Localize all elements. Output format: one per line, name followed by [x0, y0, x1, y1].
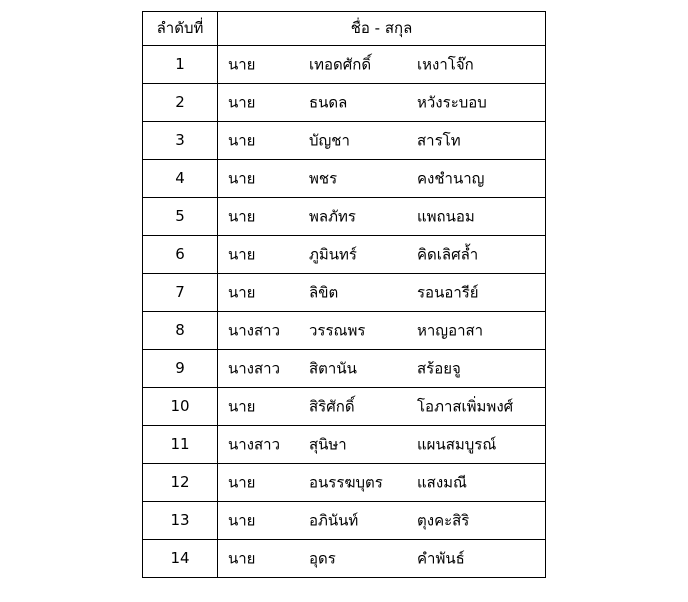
last-name: หวังระบอบ: [417, 93, 487, 111]
last-name: คิดเลิศล้ำ: [417, 245, 479, 263]
row-name-cell: [218, 84, 546, 122]
name-prefix: นาย: [228, 169, 256, 187]
first-name: อนรรฆบุตร: [309, 473, 383, 491]
table-row: [143, 198, 546, 236]
row-name-cell: [218, 388, 546, 426]
row-name-cell: [218, 350, 546, 388]
row-number: 13: [143, 502, 218, 540]
row-name-cell: [218, 160, 546, 198]
last-name: แพถนอม: [417, 207, 475, 225]
first-name: ภูมินทร์: [309, 245, 357, 263]
name-prefix: นาย: [228, 207, 256, 225]
table-row: [143, 236, 546, 274]
name-prefix: นาย: [228, 397, 256, 415]
name-prefix: นาย: [228, 131, 256, 149]
first-name: อุดร: [309, 549, 336, 567]
last-name: โอภาสเพิ่มพงศ์: [417, 397, 514, 415]
first-name: สิริศักดิ์: [309, 397, 355, 415]
first-name: วรรณพร: [309, 321, 366, 339]
table-row: [143, 46, 546, 84]
row-name-cell: [218, 122, 546, 160]
row-number: 10: [143, 388, 218, 426]
name-prefix: นาย: [228, 473, 256, 491]
first-name: อภินันท์: [309, 511, 359, 529]
name-prefix: นาย: [228, 549, 256, 567]
table-row: [143, 274, 546, 312]
table-row: [143, 388, 546, 426]
table-header-row: [143, 12, 546, 46]
last-name: เหงาโจ๊ก: [417, 55, 474, 73]
first-name: เทอดศักดิ์: [309, 55, 372, 73]
last-name: คงชำนาญ: [417, 169, 485, 187]
row-number: 1: [143, 46, 218, 84]
row-number: 7: [143, 274, 218, 312]
table-row: [143, 540, 546, 578]
header-full-name: ชื่อ - สกุล: [218, 12, 546, 46]
table-row: [143, 350, 546, 388]
last-name: แผนสมบูรณ์: [417, 435, 497, 453]
row-name-cell: [218, 540, 546, 578]
header-number: ลำดับที่: [143, 12, 218, 46]
name-prefix: นาย: [228, 511, 256, 529]
row-number: 11: [143, 426, 218, 464]
name-list-table: [142, 11, 546, 578]
row-name-cell: [218, 198, 546, 236]
table-row: [143, 312, 546, 350]
row-number: 6: [143, 236, 218, 274]
row-number: 4: [143, 160, 218, 198]
row-number: 3: [143, 122, 218, 160]
name-prefix: นางสาว: [228, 359, 281, 377]
table-row: [143, 502, 546, 540]
row-number: 14: [143, 540, 218, 578]
first-name: บัญชา: [309, 131, 350, 149]
row-name-cell: [218, 426, 546, 464]
table-row: [143, 122, 546, 160]
last-name: แสงมณี: [417, 473, 467, 491]
first-name: พลภัทร: [309, 207, 356, 225]
row-name-cell: [218, 312, 546, 350]
last-name: สร้อยจู: [417, 359, 461, 377]
row-number: 5: [143, 198, 218, 236]
table-row: [143, 160, 546, 198]
row-number: 2: [143, 84, 218, 122]
row-number: 12: [143, 464, 218, 502]
table-row: [143, 464, 546, 502]
row-name-cell: [218, 236, 546, 274]
name-prefix: นางสาว: [228, 435, 281, 453]
table-row: [143, 84, 546, 122]
first-name: ธนดล: [309, 93, 348, 111]
first-name: พชร: [309, 169, 338, 187]
last-name: คำพันธ์: [417, 549, 465, 567]
row-name-cell: [218, 502, 546, 540]
name-prefix: นาย: [228, 55, 256, 73]
first-name: สุนิษา: [309, 435, 347, 453]
table-row: [143, 426, 546, 464]
row-name-cell: [218, 274, 546, 312]
row-name-cell: [218, 46, 546, 84]
first-name: สิตานัน: [309, 359, 357, 377]
name-prefix: นาย: [228, 283, 256, 301]
last-name: หาญอาสา: [417, 321, 484, 339]
last-name: รอนอารีย์: [417, 283, 479, 301]
row-name-cell: [218, 464, 546, 502]
last-name: ตุงคะสิริ: [417, 511, 470, 529]
name-prefix: นาย: [228, 93, 256, 111]
name-prefix: นางสาว: [228, 321, 281, 339]
row-number: 9: [143, 350, 218, 388]
name-prefix: นาย: [228, 245, 256, 263]
first-name: ลิขิต: [309, 283, 339, 301]
last-name: สารโท: [417, 131, 461, 149]
row-number: 8: [143, 312, 218, 350]
